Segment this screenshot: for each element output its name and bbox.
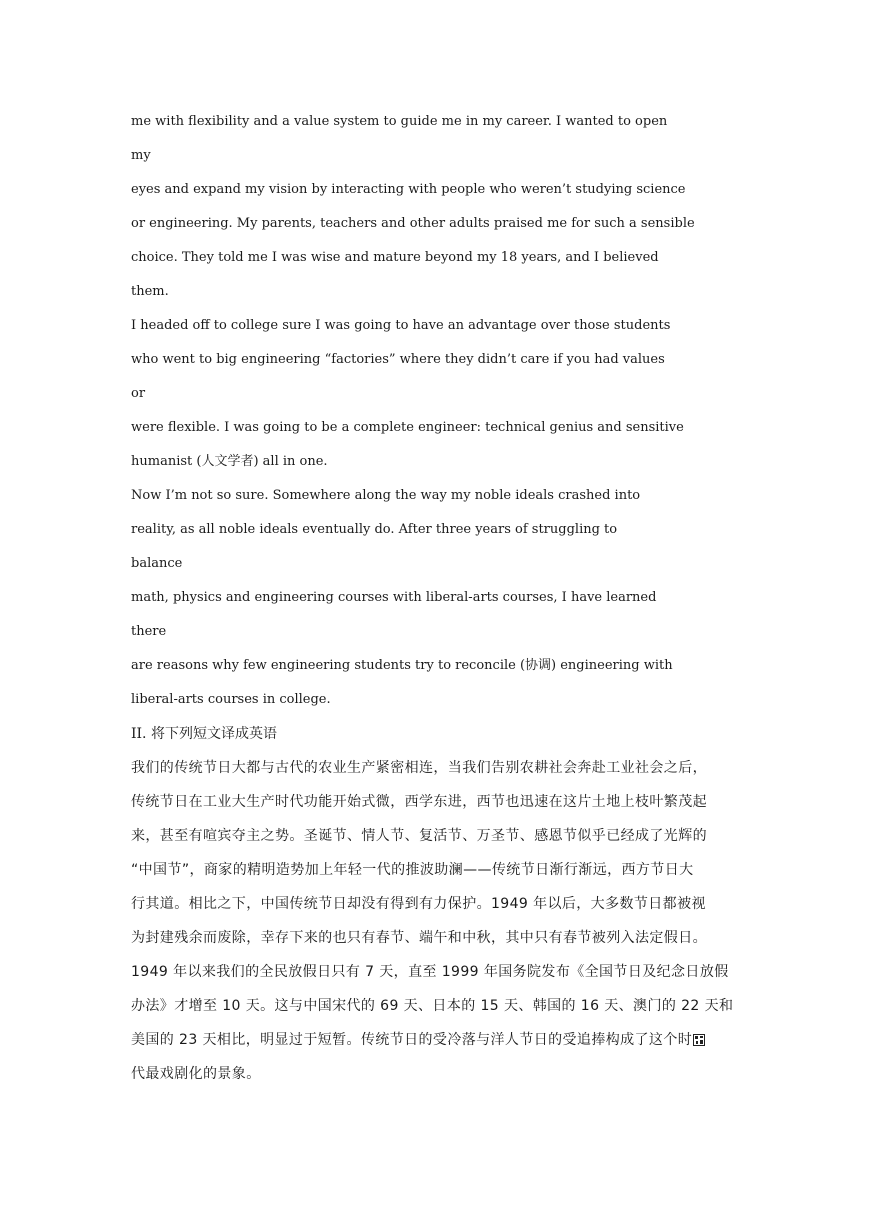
passage-line: Now I’m not so sure. Somewhere along the way my noble ideals crashed into xyxy=(131,488,641,503)
translation-line-text: 美国的 23 天相比，明显过于短暂。传统节日的受冷落与洋人节日的受追捧构成了这个时 xyxy=(131,1032,693,1048)
translation-line: 行其道。相比之下，中国传统节日却没有得到有力保护。1949 年以后，大多数节日都被视 xyxy=(131,896,706,912)
translation-line: 来，甚至有喧宾夺主之势。圣诞节、情人节、复活节、万圣节、感恩节似乎已经成了光辉的 xyxy=(131,828,707,844)
passage-line: humanist (人文学者) all in one. xyxy=(131,454,328,469)
passage-line: I headed off to college sure I was going to have an advantage over those students xyxy=(131,318,671,333)
passage-line: liberal-arts courses in college. xyxy=(131,692,331,707)
translation-line-with-mark xyxy=(131,1023,741,1057)
section-heading: II. 将下列短文译成英语 xyxy=(131,726,277,742)
document-body xyxy=(131,105,741,1091)
chinese-translation-passage xyxy=(131,751,741,1091)
translation-line: “中国节”，商家的精明造势加上年轻一代的推波助澜——传统节日渐行渐远，西方节日大 xyxy=(131,862,694,878)
passage-line: choice. They told me I was wise and mature beyond my 18 years, and I believed xyxy=(131,250,659,265)
passage-line: or xyxy=(131,386,146,401)
translation-line: 代最戏剧化的景象。 xyxy=(131,1066,261,1082)
passage-line: them. xyxy=(131,284,169,299)
english-passage xyxy=(131,105,741,717)
passage-line: are reasons why few engineering students try to reconcile (协调) engineering with xyxy=(131,658,673,673)
garbled-glyph-icon xyxy=(693,1034,705,1046)
passage-line: my xyxy=(131,148,151,163)
passage-line: eyes and expand my vision by interacting with people who weren’t studying science xyxy=(131,182,686,197)
translation-line: 传统节日在工业大生产时代功能开始式微，西学东进，西节也迅速在这片土地上枝叶繁茂起 xyxy=(131,794,707,810)
translation-line: 我们的传统节日大都与古代的农业生产紧密相连，当我们告别农耕社会奔赴工业社会之后， xyxy=(131,760,707,776)
passage-line: who went to big engineering “factories” where they didn’t care if you had values xyxy=(131,352,665,367)
translation-line: 1949 年以来我们的全民放假日只有 7 天，直至 1999 年国务院发布《全国节日及纪念日放假 xyxy=(131,964,729,980)
passage-line: there xyxy=(131,624,167,639)
passage-line: me with flexibility and a value system to guide me in my career. I wanted to open xyxy=(131,114,668,129)
passage-line: were flexible. I was going to be a complete engineer: technical genius and sensitive xyxy=(131,420,684,435)
passage-line: or engineering. My parents, teachers and other adults praised me for such a sensible xyxy=(131,216,695,231)
passage-line: reality, as all noble ideals eventually do. After three years of struggling to xyxy=(131,522,618,537)
translation-line: 办法》才增至 10 天。这与中国宋代的 69 天、日本的 15 天、韩国的 16 天、澳门的 22 天和 xyxy=(131,998,734,1014)
passage-line: balance xyxy=(131,556,183,571)
translation-line: 为封建残余而废除，幸存下来的也只有春节、端午和中秋，其中只有春节被列入法定假日。 xyxy=(131,930,707,946)
passage-line: math, physics and engineering courses with liberal-arts courses, I have learned xyxy=(131,590,657,605)
